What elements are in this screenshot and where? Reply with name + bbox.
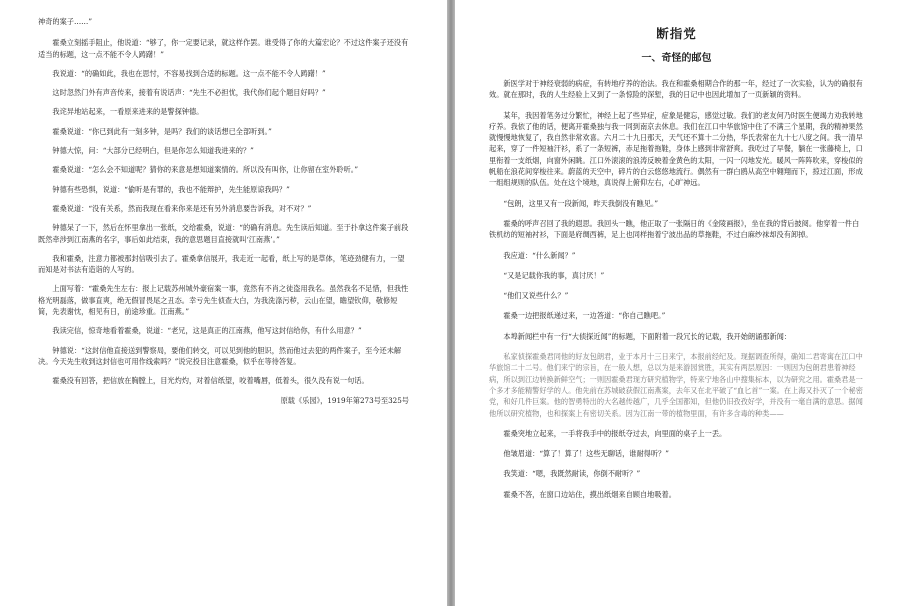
paragraph: 霍桑说道：“你已到此有一刻多钟，是吗？我们的谈话想已全部听到。” bbox=[52, 126, 272, 136]
paragraph: 这时忽然门外有声音传来，接着有说话声：“先生不必担忧，我代你们起个题目好吗？” bbox=[52, 88, 326, 98]
source-note: 原载《乐园》，1919年第273号至325号 bbox=[280, 395, 409, 405]
paragraph: 钟德有些恐惧，说道：“偷听是有罪的，我也不能辩护，先生能原谅我吗？” bbox=[52, 184, 290, 194]
paragraph: 他皱眉道：“算了！算了！这些无聊话，谁耐得听？” bbox=[503, 449, 669, 459]
paragraph: 霍桑立刻摇手阻止，他说道：“够了，你一定要记录，就这样作罢。谁受得了你的大篇宏论？不过这件案子还没有适当的标题，这一点不能不令人踌躇！” bbox=[38, 38, 409, 59]
paragraph: 霍桑说道：“没有关系，然而我现在看来你来是还有另外消息要告诉我，对不对？” bbox=[52, 203, 312, 213]
paragraph: 我诧异地站起来，一看原来进来的是警探钟德。 bbox=[52, 107, 204, 117]
paragraph: 钟德呆了一下，然后在怀里拿出一张纸，交给霍桑，说道：“的确有消息。先生读后知道。至于扑拿这件案子前段既然牵涉到江南燕的名字，事后如此结束，我的意思题目直接就叫‘江南燕’。” bbox=[38, 223, 409, 244]
paragraph: 我笑道：“嗯，我既然耐读，你倒不耐听？” bbox=[503, 469, 641, 479]
paragraph: 霍桑没有回答，把信放在胸膛上，目光灼灼，对着信纸望，咬着嘴唇，低着头，很久没有说一句话。 bbox=[52, 376, 369, 386]
right-page bbox=[455, 0, 898, 606]
paragraph: “包朗，这里又有一段新闻，昨天我倒没有瞧见。” bbox=[503, 198, 659, 208]
paragraph: “他们又说些什么？” bbox=[503, 291, 569, 301]
page-gutter bbox=[447, 0, 455, 606]
left-page bbox=[0, 0, 447, 606]
paragraph: 钟德说：“这封信他直接送到警察局，要他们转交，可以见到他的胆识，然而他过去犯的两件案子，至今还未解决。今天先生收到这封信也可用作线索吗？”说完投目注意霍桑，似乎在等待答复。 bbox=[38, 345, 402, 366]
chapter-title: 断指党 bbox=[656, 26, 697, 41]
paragraph: 本埠新闻栏中有一行“大侦探近闻”的标题，下面附着一段冗长的记载，我开始朗诵那新闻： bbox=[503, 331, 792, 341]
paragraph: 我应道：“什么新闻？” bbox=[503, 250, 576, 260]
paragraph: 我和霍桑，注意力都被那封信吸引去了。霍桑拿信展开，我走近一起看，纸上写的是草体，笔迹劲健有力，一望而知是对书法有造诣的人写的。 bbox=[38, 253, 405, 275]
paragraph: 霍桑说道：“怎么会不知道呢？猜你的来意是想知道案情的。所以没有叫你，让你留在室外聆听。” bbox=[52, 165, 359, 175]
paragraph: 钟德大惊，问：“大部分已经明白，但是你怎么知道我进来的？” bbox=[52, 146, 254, 156]
paragraph: 新医学对于神经衰弱的病症，有转地疗养的治法。我在和霍桑相期合作的那一年，经过了一次实验，认为的确很有效。就在那时，我的人生经验上又到了一条惊险的深堑，我的日记中也因此增加了一页新颖的资料。 bbox=[489, 79, 863, 100]
paragraph: 上面写着：“霍桑先生左右：报上记载苏州城外豪宿案一事，竟然有不肖之徒盗用我名。虽然我名不足惜，但我性格光明磊落，做事直爽，绝无假冒畏尾之丑态。幸亏先生侦查大白，为我洗涤污秽，云山在望，瞻望钦仰，敬修短简，先表谢忱，相见有日，前途珍重。江南燕。” bbox=[38, 284, 409, 317]
quoted-news: 私家侦探霍桑君同他的好友包朗君，业于本月十三日来宁，本报前经纪及。现据调查所得，确知二君寄寓在江口中华旅馆二十二号。他们来宁的宗旨，在一般人想，总以为是来游园赏胜，其实有两层原因：一则因为包朗君患着神经病，所以到江边转换新鲜空气；一则因霍桑君现方研究植物学，特来宁地各山中搜集标本，以为研究之用。霍桑君是一个多才多能精警好学的人。他先前在苏城破获假江南燕案，去年又在北平破了“血匕首”一案。在上海又扑灭了一个秘密党，和好几件巨案。他的智勇特出的大名越传越广，几乎全国都知，但他仍旧孜孜好学，并没有一毫自满的意思。据闻他所以研究植物，也和探案上有密切关系。因为江南一带的植物里面，有许多含毒的种类—— bbox=[489, 352, 863, 418]
paragraph: 我说道：“的确如此，我也在思忖，不容易找到合适的标题。这一点不能不令人踌躇！” bbox=[52, 68, 326, 78]
paragraph: 霍桑不答，在窗口边站住，摸出纸烟来自顾自地吸着。 bbox=[503, 489, 676, 499]
paragraph: 霍桑突地立起来，一手将我手中的报纸夺过去，向里面的桌子上一丢。 bbox=[503, 428, 727, 438]
paragraph: 霍桑的呼声召回了我的遐思。我回头一瞧，他正取了一张隔日的《金陵画报》，坐在我的背后披阅。他穿着一件白铁机纺的短袖衬衫，下面是府绸西裤，足上也同样拖着宁波出品的草拖鞋，不过白麻纱袜却没有卸掉。 bbox=[489, 218, 860, 240]
paragraph: 霍桑一边把报纸递过来，一边答道：“你自己瞧吧。” bbox=[503, 311, 666, 321]
section-title: 一、奇怪的邮包 bbox=[641, 53, 712, 64]
paragraph: 神奇的案子……” bbox=[38, 17, 92, 26]
paragraph: 我读完信，惊奇地看着霍桑，说道：“老兄，这是真正的江南燕，他写这封信给你，有什么用意？” bbox=[52, 326, 362, 336]
paragraph: “又是记载你我的事，真讨厌！” bbox=[503, 270, 605, 280]
paragraph: 某年，我因着笔务过分繁忙，神经上起了些异症，症象是健忘，感觉过敏。我们的老友何乃时医生便竭力劝我转地疗养。我依了他的话，便离开霍桑独与我一同到南京去休息。我们在江口中华旅馆中住了不满三个星期，我的精神果然就慢慢地恢复了，我自然非常欢喜。六月二十九日那天，天气还不算十二分热，华氏表常在九十七八度之间。我一清早起来，穿了一件短袖汗衫，系了一条短裤，赤足拖着拖鞋，身体上感到非常舒爽。我吃过了早餐，躺在一张藤椅上，口里衔着一支纸烟，向窗外闲眺。江口外滚滚的浪涛反映着金黄色的太阳，一闪一闪地发光。暖风一阵阵吹来，穿梭似的帆船在浪花间穿梭往来。蔚蓝的天空中，碎片的白云悠悠地流行。偶然有一群白鸥从高空中翱翔而下，掠过江面，形成一组组规则的队伍。处在这个境地，真说得上俯仰左右，心旷神远。 bbox=[489, 110, 863, 188]
